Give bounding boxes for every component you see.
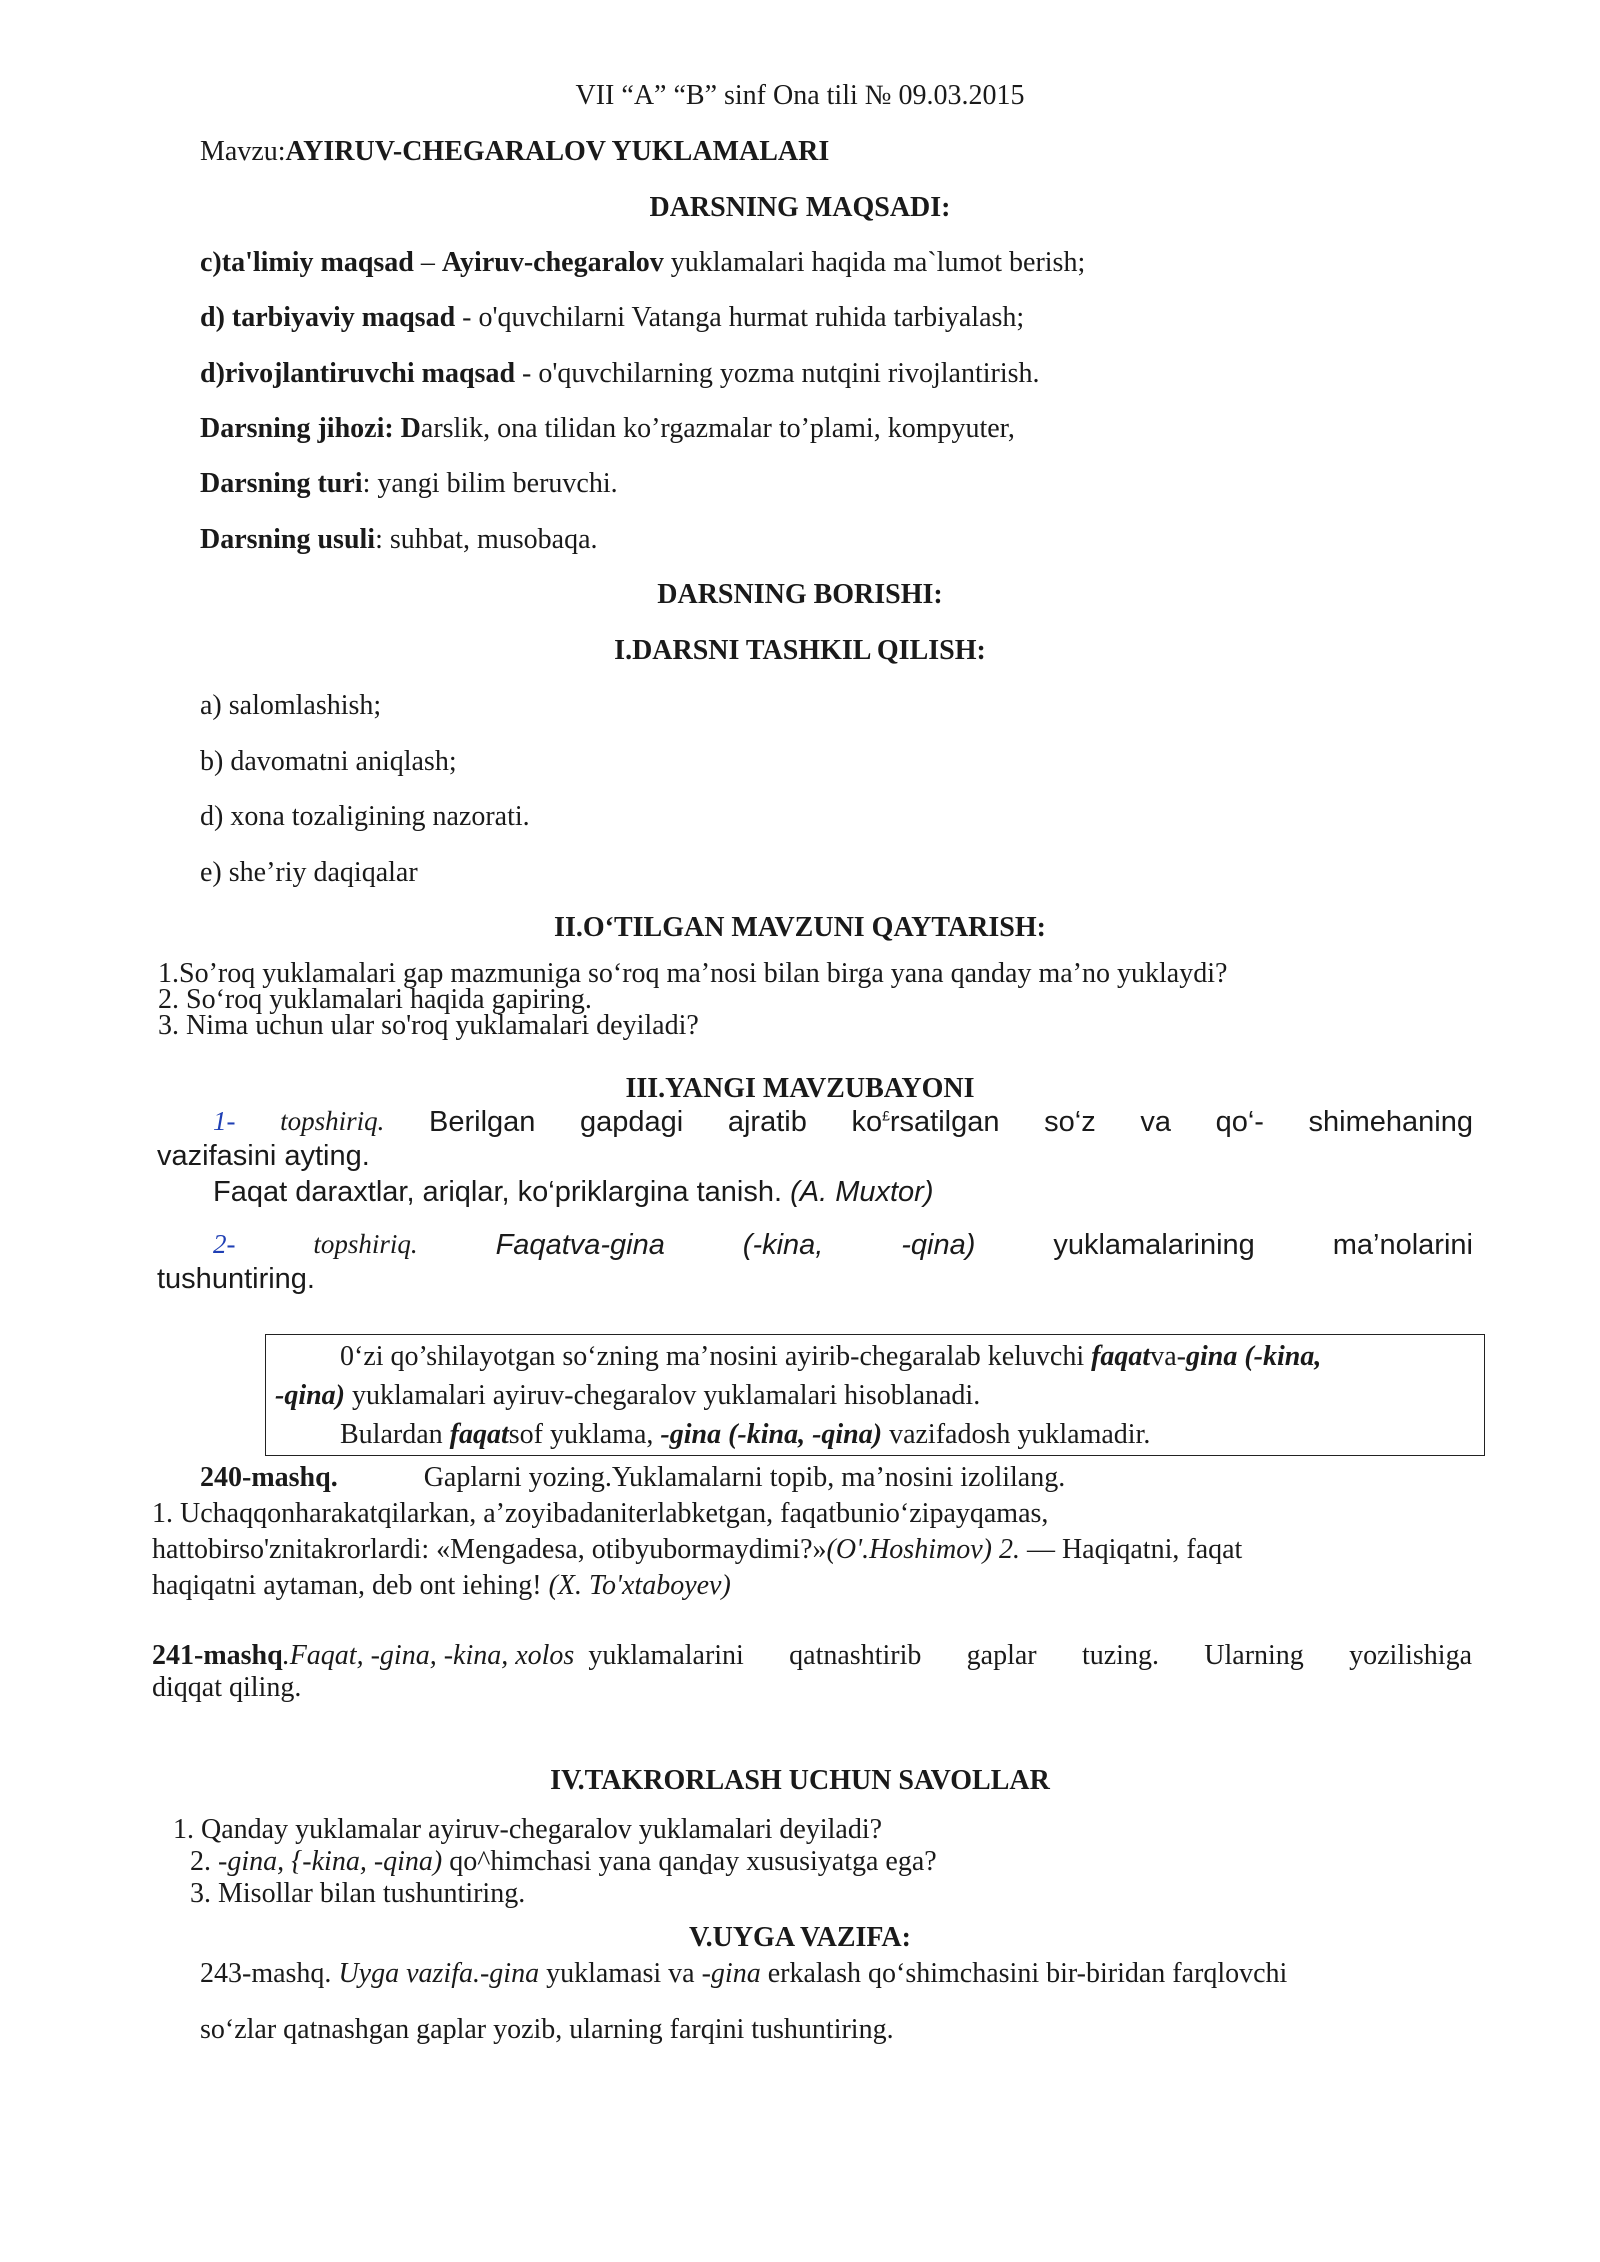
exercise-240-header <box>200 1462 1065 1494</box>
exercise-241-line: 241-mashq.Faqat, -gina, -kina, xolos yuklamalarini qatnashtirib gaplar tuzing. Ularning yozilishiga <box>152 1640 1472 1671</box>
task1-line2: vazifasini ayting. <box>157 1140 370 1172</box>
repetition-heading: IV.TAKRORLASH UCHUN SAVOLLAR <box>550 1765 1050 1796</box>
org-item: d) xona tozaligining nazorati. <box>200 801 530 832</box>
exercise-241-number: 241-mashq <box>152 1640 283 1671</box>
goals-heading: DARSNING MAQSADI: <box>649 192 951 223</box>
task2-number: 2- <box>213 1229 236 1259</box>
organization-heading: I.DARSNI TASHKIL QILISH: <box>614 635 986 666</box>
exercise-240-line: 1. Uchaqqonharakatqilarkan, a’zoyibadaniterlabketgan, faqatbunio‘zipayqamas, <box>152 1498 1049 1529</box>
task1-example: Faqat daraxtlar, ariqlar, ko‘priklargina tanish. (A. Muxtor) <box>213 1176 934 1208</box>
task2-line: 2- topshiriq. Faqatva-gina (-kina, -qina) yuklamalarining ma’nolarini <box>213 1229 1473 1261</box>
goal-developmental: d)rivojlantiruvchi maqsad - o'quvchilarning yozma nutqini rivojlantirish. <box>200 358 1040 389</box>
exercise-240-line: haqiqatni aytaman, deb ont iehing! (X. To'xtaboyev) <box>152 1570 731 1601</box>
exercise-240-number: 240-mashq. <box>200 1462 338 1493</box>
topic-label: Mavzu: <box>200 136 286 167</box>
homework-line: 243-mashq. Uyga vazifa.-gina yuklamasi va -gina erkalash qo‘shimchasini bir-biridan farqlovchi <box>200 1958 1288 1989</box>
repetition-question: 1. Qanday yuklamalar ayiruv-chegaralov yuklamalari deyiladi? <box>173 1814 883 1845</box>
org-item: a) salomlashish; <box>200 690 382 721</box>
review-question: 2. So‘roq yuklamalari haqida gapiring. <box>158 984 592 1015</box>
document-header: VII “A” “B” sinf Ona tili № 09.03.2015 <box>575 80 1025 111</box>
task1-number: 1- <box>213 1106 236 1136</box>
task2-line2: tushuntiring. <box>157 1263 315 1295</box>
review-question: 3. Nima uchun ular so'roq yuklamalari deyiladi? <box>158 1010 699 1041</box>
exercise-240-line: hattobirso'znitakrorlardi: «Mengadesa, otibyubormaydimi?»(O'.Hoshimov) 2. — Haqiqatni, faqat <box>152 1534 1243 1565</box>
org-item: b) davomatni aniqlash; <box>200 746 457 777</box>
homework-line: so‘zlar qatnashgan gaplar yozib, ularning farqini tushuntiring. <box>200 2014 894 2045</box>
lesson-equipment: Darsning jihozi: Darslik, ona tilidan ko’rgazmalar to’plami, kompyuter, <box>200 413 1015 444</box>
new-topic-heading: III.YANGI MAVZUBAYONI <box>625 1073 975 1104</box>
rule-line2: -qina) yuklamalari ayiruv-chegaralov yuklamalari hisoblanadi. <box>275 1380 981 1411</box>
repetition-question: 2. -gina, {-kina, -qina) qo^himchasi yana qanday xususiyatga ega? <box>190 1846 937 1881</box>
topic-title: AYIRUV-CHEGARALOV YUKLAMALARI <box>285 136 830 167</box>
exercise-240-task: Gaplarni yozing.Yuklamalarni topib, ma’nosini izolilang. <box>423 1462 1066 1493</box>
repetition-question: 3. Misollar bilan tushuntiring. <box>190 1878 526 1909</box>
lesson-type: Darsning turi: yangi bilim beruvchi. <box>200 468 618 499</box>
topic-line <box>200 136 829 168</box>
exercise-241-line2: diqqat qiling. <box>152 1672 302 1703</box>
homework-heading: V.UYGA VAZIFA: <box>689 1922 911 1953</box>
progress-heading: DARSNING BORISHI: <box>657 579 943 610</box>
task1-label: topshiriq. <box>280 1106 385 1136</box>
review-question: 1.So’roq yuklamalari gap mazmuniga so‘roq ma’nosi bilan birga yana qanday ma’no yuklaydi? <box>158 958 1228 989</box>
lesson-method: Darsning usuli: suhbat, musobaqa. <box>200 524 598 555</box>
rule-line3: Bulardan faqatsof yuklama, -gina (-kina, -qina) vazifadosh yuklamadir. <box>340 1419 1151 1450</box>
rule-line1: 0‘zi qo’shilayotgan so‘zning ma’nosini ayirib-chegaralab keluvchi faqatva-gina (-kina, <box>340 1341 1322 1372</box>
task2-label: topshiriq. <box>313 1229 418 1259</box>
task1-line: 1- topshiriq. Berilgan gapdagi ajratib ko£rsatilgan so‘z va qo‘- shimehaning <box>213 1106 1473 1138</box>
goal-educational: c)ta'limiy maqsad – Ayiruv-chegaralov yuklamalari haqida ma`lumot berish; <box>200 247 1086 278</box>
org-item: e) she’riy daqiqalar <box>200 857 418 888</box>
goal-upbringing: d) tarbiyaviy maqsad - o'quvchilarni Vatanga hurmat ruhida tarbiyalash; <box>200 302 1025 333</box>
review-heading: II.O‘TILGAN MAVZUNI QAYTARISH: <box>554 912 1046 943</box>
